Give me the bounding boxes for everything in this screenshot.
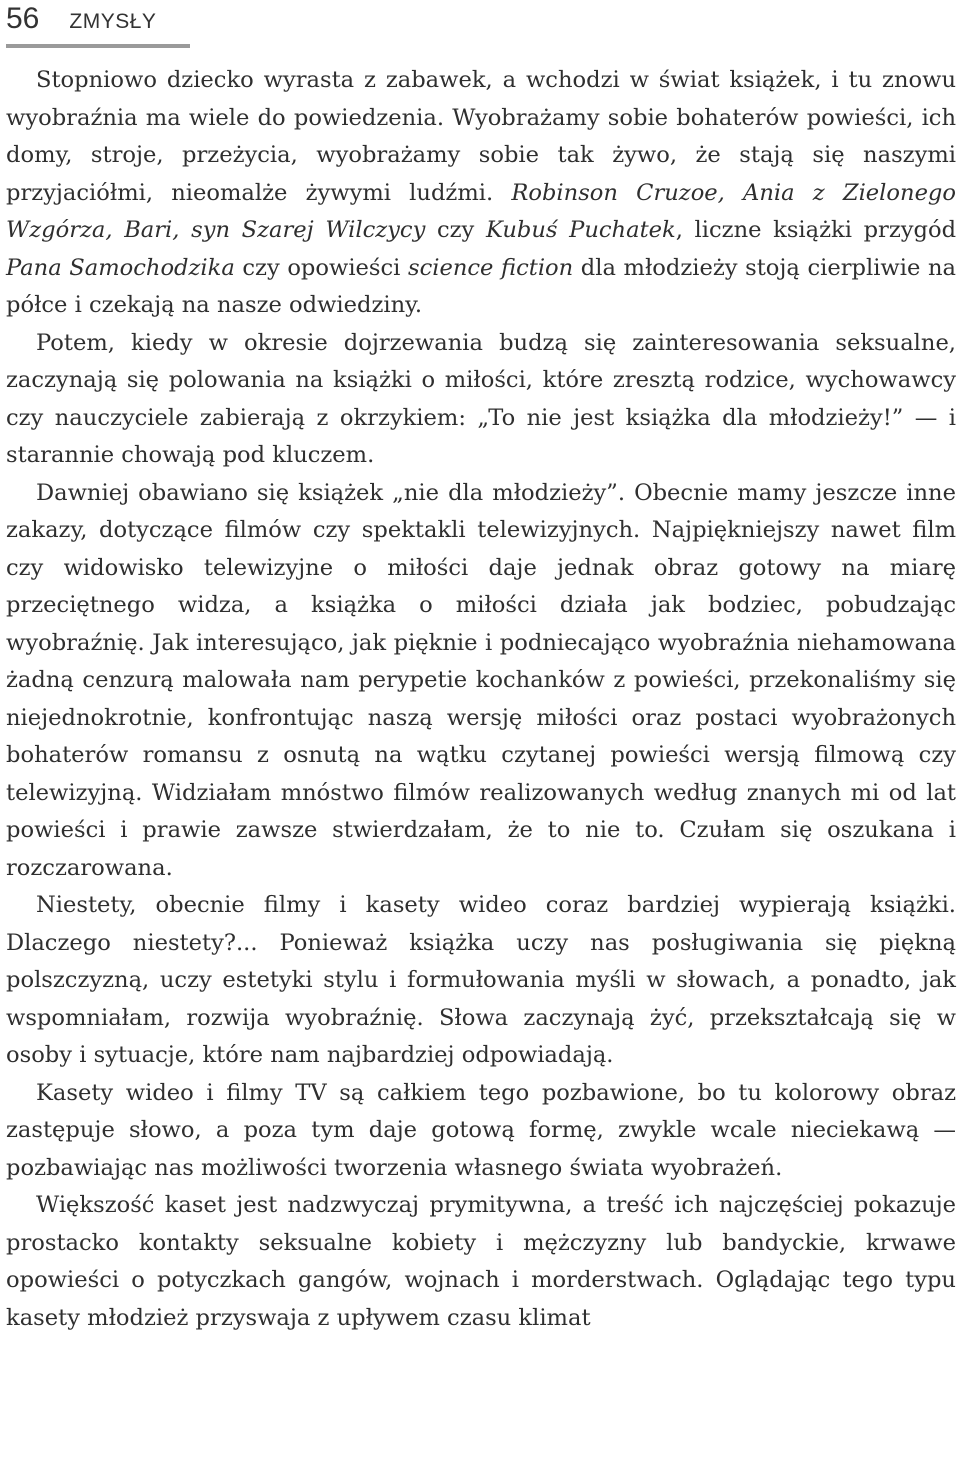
running-head: ZMYSŁY [69,10,157,33]
page-number: 56 [6,2,40,35]
term-science-fiction: science fiction [408,254,574,281]
text-segment: czy [425,217,486,243]
text-segment: Większość kaset jest nadzwyczaj prymitywna, a treść ich najczęściej pokazuje prostacko kontakty seksualne kobiety i mężczyzny lub bandyckie, krwawe opowieści o potyczkach gangów, wojnach i morderstwach. Oglądając tego typu kasety młodzież przyswaja z upływem czasu klimat [6,1192,956,1331]
paragraph-5 [6,1075,956,1188]
text-segment: Niestety, obecnie filmy i kasety wideo coraz bardziej wypierają książki. Dlaczego niestety?... Ponieważ książka uczy nas posługiwania się piękną polszczyzną, uczy estetyki stylu i formułowania myśli w słowach, a ponadto, jak wspomniałam, rozwija wyobraźnię. Słowa zaczynają żyć, przekształcają się w osoby i sytuacje, które nam najbardziej odpowiadają. [6,892,956,1068]
book-title-pan-samochodzik: Pana Samochodzika [6,254,235,281]
text-segment: czy opowieści [234,254,408,281]
text-segment: Potem, kiedy w okresie dojrzewania budzą się zainteresowania seksualne, zaczynają się polowania na książki o miłości, które zresztą rodzice, wychowawcy czy nauczyciele zabierają z okrzykiem: „To nie jest książka dla młodzieży!” — i starannie chowają pod kluczem. [6,329,956,468]
book-title-robinson-ania-bari: Robinson Cruzoe, Ania z Zielonego Wzgórza, Bari, syn Szarej Wilczycy [6,179,956,243]
paragraph-6 [6,1187,956,1337]
text-segment: Stopniowo dziecko wyrasta z zabawek, a wchodzi w świat książek, i tu znowu wyobraźnia ma wiele do powiedzenia. Wyobrażamy sobie bohaterów powieści, ich domy, stroje, przeżycia, wyobrażamy sobie tak żywo, że stają się naszymi przyjaciółmi, nieomalże żywymi ludźmi. [6,67,956,206]
body-text [6,62,956,1337]
paragraph-1 [6,62,956,325]
paragraph-2 [6,325,956,475]
text-segment: dla młodzieży stoją cierpliwie na półce i czekają na nasze odwiedziny. [6,254,956,318]
text-segment: , liczne książki przygód [675,217,957,243]
text-segment: Dawniej obawiano się książek „nie dla młodzieży”. Obecnie mamy jeszcze inne zakazy, dotyczące filmów czy spektakli telewizyjnych. Najpiękniejszy nawet film czy widowisko telewizyjne o miłości daje jednak obraz gotowy na miarę przeciętnego widza, a książka o miłości działa jak bodziec, pobudzając wyobraźnię. Jak interesująco, jak pięknie i podniecająco wyobraźnia niehamowana żadną cenzurą malowała nam perypetie kochanków z powieści, przekonaliśmy się niejednokrotnie, konfrontując naszą wersję miłości oraz postaci wyobrażonych bohaterów romansu z osnutą na wątku czytanej powieści wersją filmową czy telewizyjną. Widziałam mnóstwo filmów realizowanych według znanych mi od lat powieści i prawie zawsze stwierdzałam, że to nie to. Czułam się oszukana i rozczarowana. [6,479,956,881]
book-title-kubus: Kubuś Puchatek [485,217,676,243]
text-segment: Kasety wideo i filmy TV są całkiem tego pozbawione, bo tu kolorowy obraz zastępuje słowo, a poza tym daje gotową formę, zwykle wcale nieciekawą — pozbawiając nas możliwości tworzenia własnego świata wyobrażeń. [6,1079,956,1181]
paragraph-4 [6,887,956,1075]
paragraph-3 [6,475,956,888]
page-header [6,0,190,48]
